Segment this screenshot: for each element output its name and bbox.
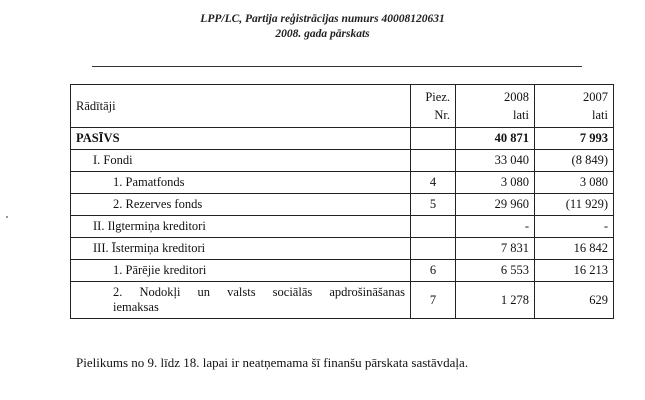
row-value-2007: (8 849) [535,150,614,172]
row-value-2007: 16 842 [535,238,614,260]
row-note: 6 [411,260,456,282]
row-label-line2: iemaksas [113,300,159,314]
table-row [71,172,614,194]
row-label [71,282,411,319]
footer-note: Pielikums no 9. līdz 18. lapai ir neatņemama šī finanšu pārskata sastāvdaļa. [76,355,469,370]
row-note [411,150,456,172]
table-row [71,238,614,260]
row-label: III. Īstermiņa kreditori [71,238,411,260]
row-value-2008: 33 040 [456,150,535,172]
header-2007-year: 2007 [583,90,608,104]
row-value-2008: 3 080 [456,172,535,194]
row-note: 5 [411,194,456,216]
row-label: PASĪVS [71,128,411,150]
row-value-2008: 40 871 [456,128,535,150]
row-value-2007: 16 213 [535,260,614,282]
document-header-line2: 2008. gada pārskats [275,28,370,40]
row-value-2008: 1 278 [456,282,535,319]
header-2008 [456,85,535,128]
table-row [71,128,614,150]
header-note-line2: Nr. [434,108,450,122]
header-2007 [535,85,614,128]
row-label: II. Ilgtermiņa kreditori [71,216,411,238]
header-2008-unit: lati [513,108,529,122]
row-label: I. Fondi [71,150,411,172]
row-note [411,216,456,238]
table-row [71,282,614,319]
row-value-2008: 29 960 [456,194,535,216]
row-value-2007: 629 [535,282,614,319]
row-note: 7 [411,282,456,319]
header-divider [92,66,582,67]
row-note [411,128,456,150]
header-note [411,85,456,128]
row-value-2008: 7 831 [456,238,535,260]
table-row [71,216,614,238]
row-label: 1. Pārējie kreditori [71,260,411,282]
row-label: 1. Pamatfonds [71,172,411,194]
row-label-line1: 2. Nodokļi un valsts sociālās apdrošināšanas [113,285,405,299]
balance-sheet-table [70,84,614,319]
row-value-2007: 7 993 [535,128,614,150]
row-value-2007: - [535,216,614,238]
table-row [71,260,614,282]
table-row [71,194,614,216]
row-label: 2. Rezerves fonds [71,194,411,216]
row-note [411,238,456,260]
row-note: 4 [411,172,456,194]
row-value-2007: (11 929) [535,194,614,216]
table-header-row [71,85,614,128]
row-value-2008: - [456,216,535,238]
scan-speck [6,216,8,218]
header-2007-unit: lati [592,108,608,122]
header-name: Rādītāji [71,85,411,128]
row-value-2007: 3 080 [535,172,614,194]
row-value-2008: 6 553 [456,260,535,282]
table-row [71,150,614,172]
document-header-line1: LPP/LC, Partija reģistrācijas numurs 40008120631 [200,13,445,25]
header-2008-year: 2008 [504,90,529,104]
header-note-line1: Piez. [425,90,450,104]
